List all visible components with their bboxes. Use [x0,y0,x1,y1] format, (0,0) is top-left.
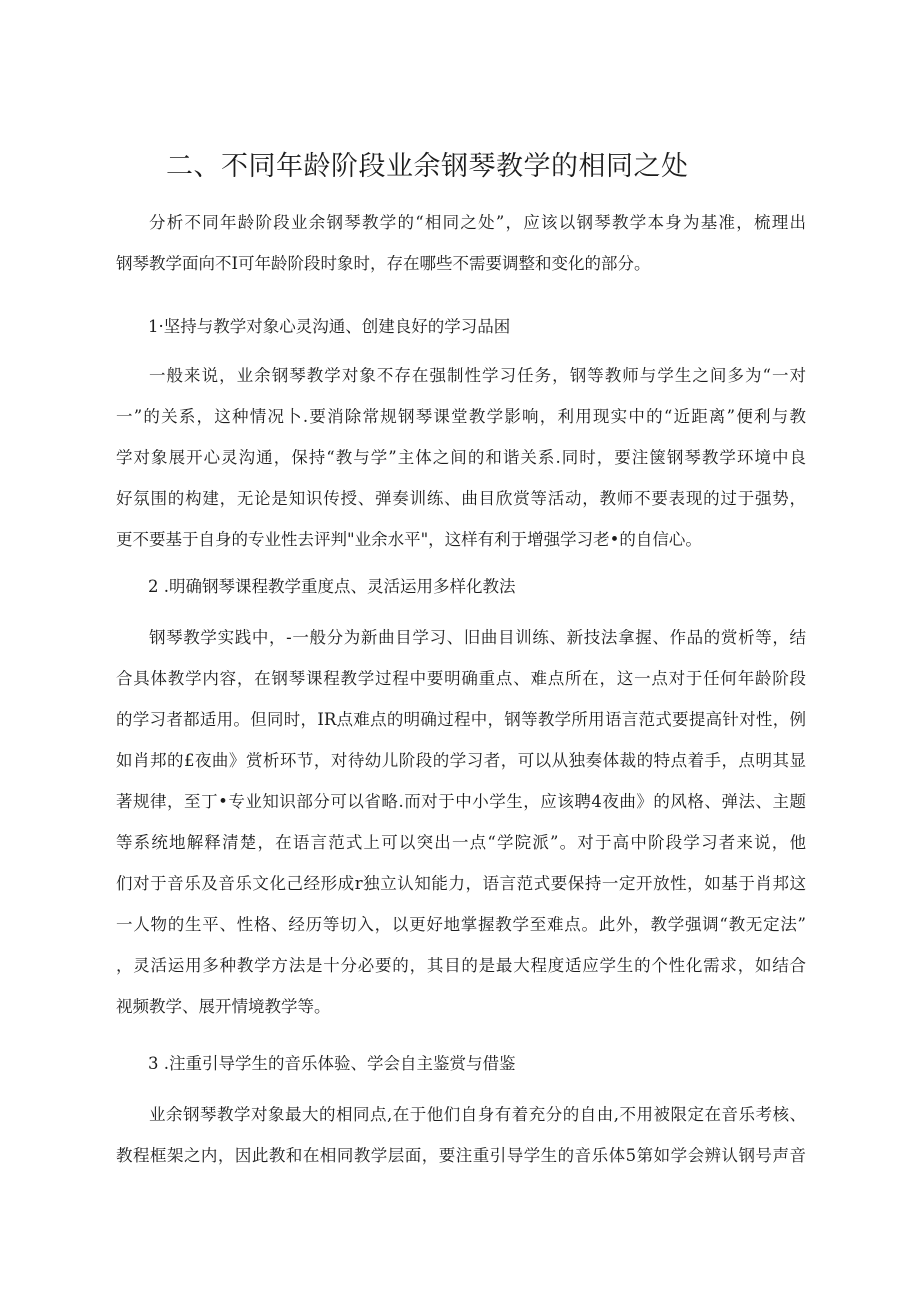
paragraph-line: 钢琴教学实践中，-一般分为新曲目学习、旧曲目训练、新技法拿握、作品的赏析等，结 [149,628,806,647]
paragraph-line: 一”的关系，这种情况卜.要消除常规钢琴课堂教学影响，利用现实中的“近距离”便利与教 [116,407,806,426]
paragraph-line: 合具体教学内容，在钢琴课程教学过程中要明确重点、难点所在，这一点对于任何年龄阶段 [116,669,806,688]
paragraph-line: 著规律，至丁•专业知识部分可以省略.而对于中小学生，应该聘4夜曲》的风格、弹法、主题 [116,792,806,811]
intro-paragraph [116,202,806,284]
section-2-paragraph [116,617,806,1027]
paragraph-line: ，灵活运用多种教学方法是十分必要的，其目的是最大程度适应学生的个性化需求，如结合 [116,956,806,975]
section-2-heading: 2 .明确钢琴课程教学重度点、灵活运用多样化教法 [148,577,516,596]
paragraph-line: 好氛围的构建，无论是知识传授、弹奏训练、曲目欣赏等活动，教师不要表现的过于强势， [116,489,806,508]
section-title: 二、不同年龄阶段业余钢琴教学的相同之处 [166,151,689,182]
section-1-heading: 1·坚持与教学对象心灵沟通、创建良好的学习品困 [148,317,511,336]
section-1-paragraph [116,355,806,560]
intro-line: 钢琴教学面向不I可年龄阶段时象时，存在哪些不需要调整和变化的部分。 [116,254,651,273]
paragraph-line: 一人物的生平、性格、经历等切入，以更好地掌握教学至难点。此外，教学强调“教无定法” [116,915,806,934]
section-3-paragraph [116,1094,806,1176]
paragraph-line: 学对象展开心灵沟通，保持“教与学”主体之间的和谐关系.同时，要注箧钢琴教学环境中良 [116,448,806,467]
paragraph-line: 一般来说，业余钢琴教学对象不存在强制性学习任务，钢等教师与学生之间多为“一对 [149,366,806,385]
paragraph-line: 等系统地解释清楚，在语言范式上可以突出一点“学院派”。对于高中阶段学习者来说，他 [116,833,806,852]
paragraph-line: 如肖邦的£夜曲》赏析环节，对待幼儿阶段的学习者，可以从独奏体裁的特点着手，点明其显 [116,751,806,770]
paragraph-line: 更不要基于自身的专业性去评判"业余水平"，这样有利于增强学习老•的自信心。 [116,530,702,549]
paragraph-line: 业余钢琴教学对象最大的相同点,在于他们自身有着充分的自由,不用被限定在音乐考核、 [149,1105,806,1124]
intro-line: 分析不同年龄阶段业余钢琴教学的“相同之处”，应该以钢琴教学本身为基准，梳理出 [149,213,806,232]
paragraph-line: 的学习者都适用。但同时，IR点难点的明确过程中，钢等教学所用语言范式要提高针对性，例 [116,710,806,729]
section-3-heading: 3 .注重引导学生的音乐体验、学会自主鉴赏与借鉴 [148,1054,516,1073]
paragraph-line: 视频教学、展开情境教学等。 [116,997,331,1016]
paragraph-line: 们对于音乐及音乐文化己经形成r独立认知能力，语言范式要保持一定开放性，如基于肖邦这 [116,874,806,893]
paragraph-line: 教程框架之内，因此教和在相同教学层面，要注重引导学生的音乐体5第如学会辨认钢号声音 [116,1146,806,1165]
